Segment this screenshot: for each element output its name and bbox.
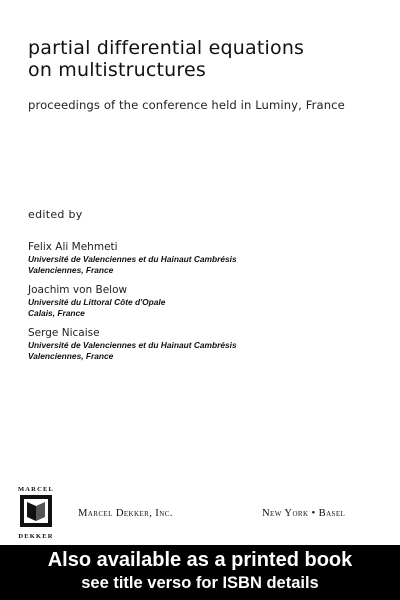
- editor-location: Valenciennes, France: [28, 351, 114, 361]
- book-subtitle: proceedings of the conference held in Luminy, France: [28, 98, 345, 112]
- printed-book-banner: [0, 545, 400, 600]
- logo-word-top: MARCEL: [17, 486, 55, 493]
- editor-entry: [28, 240, 388, 276]
- editor-location: Valenciennes, France: [28, 265, 114, 275]
- banner-line-1: Also available as a printed book: [47, 549, 353, 571]
- book-title-line-2: on multistructures: [28, 59, 206, 81]
- editor-affiliation: Université du Littoral Côte d'Opale: [28, 297, 166, 307]
- editor-affiliation: Université de Valenciennes et du Hainaut Cambrésis: [28, 340, 237, 350]
- book-title: [28, 37, 388, 81]
- logo-word-bottom: DEKKER: [18, 533, 54, 540]
- editors-list: [28, 240, 388, 369]
- publisher-location: New York • Basel: [262, 508, 346, 519]
- editor-entry: [28, 326, 388, 362]
- edited-by-label: edited by: [28, 208, 83, 221]
- banner-line-2: see title verso for ISBN details: [81, 574, 319, 592]
- editor-name: Felix Ali Mehmeti: [28, 241, 118, 253]
- editor-location: Calais, France: [28, 308, 85, 318]
- book-title-line-1: partial differential equations: [28, 37, 305, 59]
- publisher-name: Marcel Dekker, Inc.: [78, 508, 173, 519]
- editor-name: Serge Nicaise: [28, 327, 100, 339]
- editor-entry: [28, 283, 388, 319]
- editor-name: Joachim von Below: [28, 284, 128, 296]
- publisher-logo: [16, 486, 56, 542]
- editor-affiliation: Université de Valenciennes et du Hainaut Cambrésis: [28, 254, 237, 264]
- publisher-logo-icon: [16, 493, 56, 529]
